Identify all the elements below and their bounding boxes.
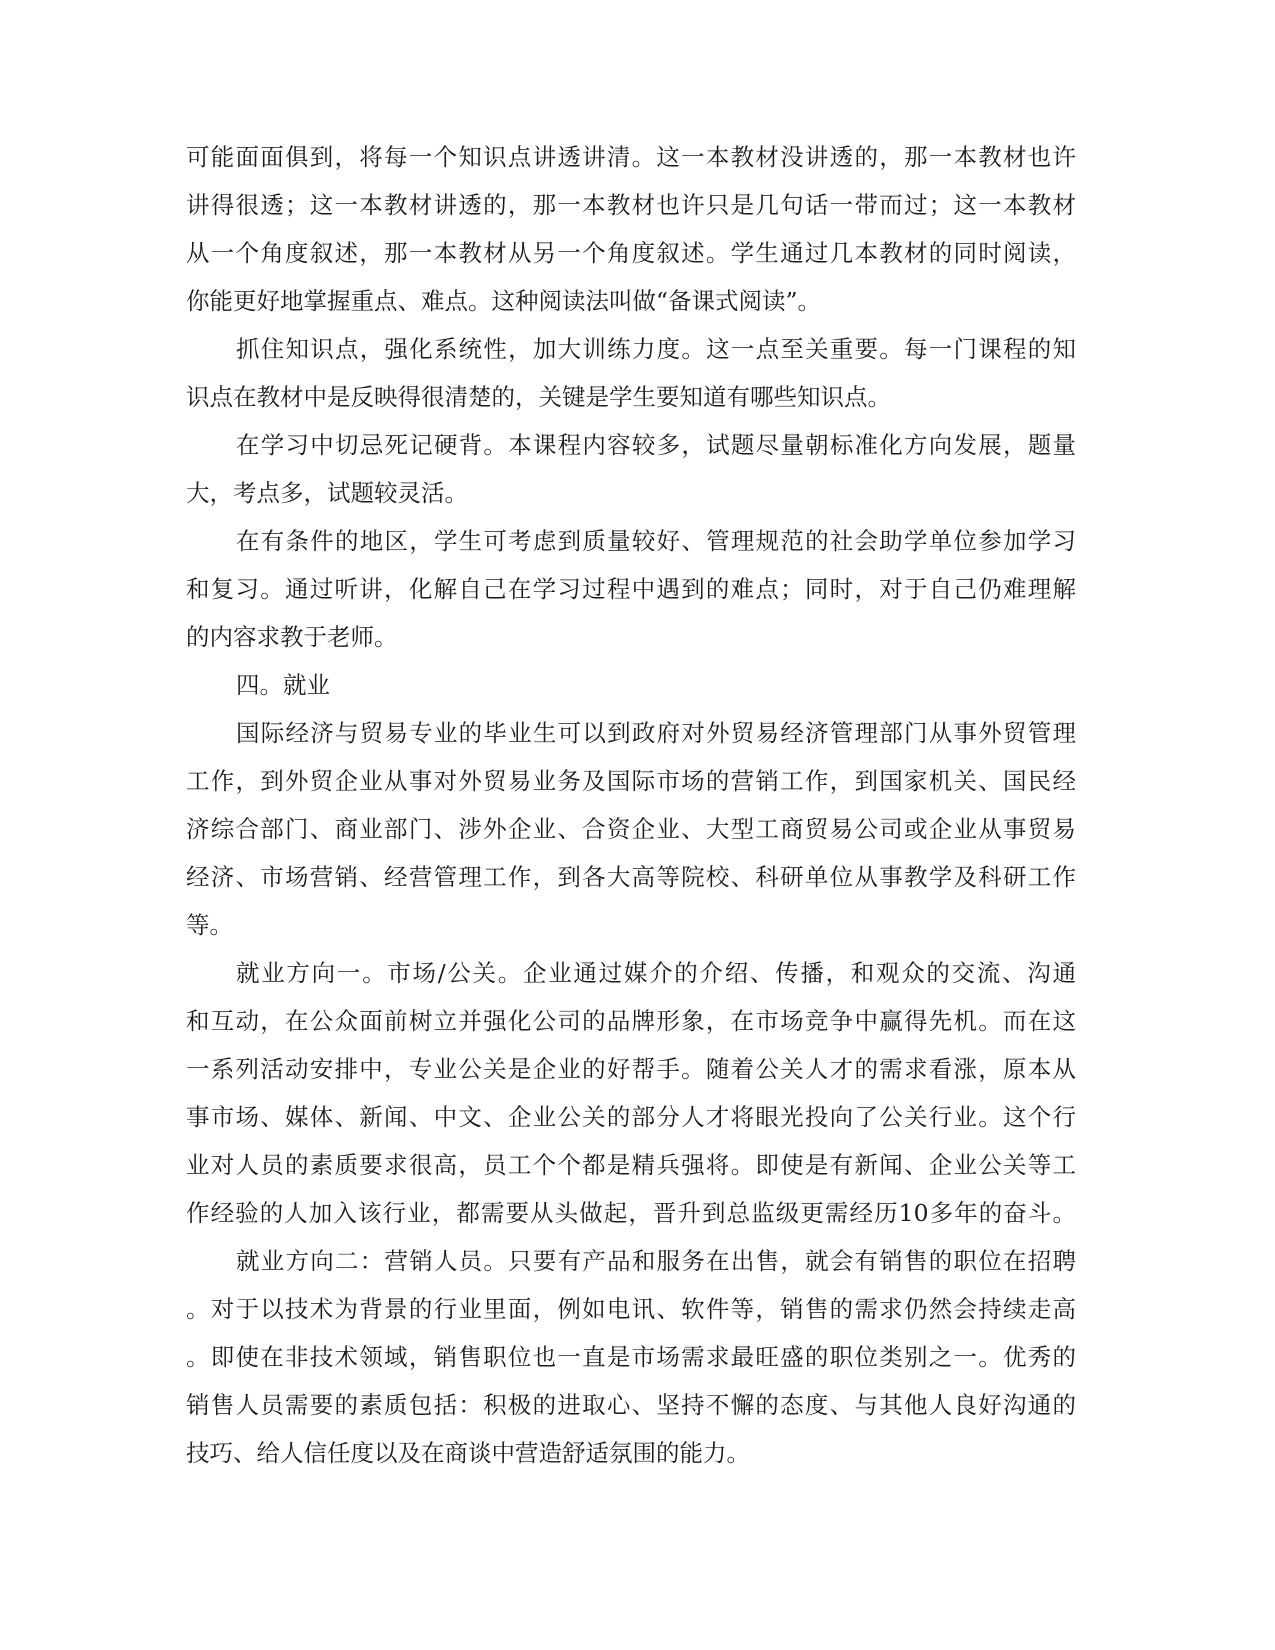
- body-text-line: 和互动，在公众面前树立并强化公司的品牌形象，在市场竞争中赢得先机。而在这: [186, 1007, 1076, 1035]
- body-text-line: 工作，到外贸企业从事对外贸易业务及国际市场的营销工作，到国家机关、国民经: [186, 767, 1076, 795]
- section-heading: 四。就业: [236, 671, 330, 699]
- body-text-line: 事市场、媒体、新闻、中文、企业公关的部分人才将眼光投向了公关行业。这个行: [186, 1103, 1076, 1131]
- body-text-line: 等。: [186, 911, 233, 939]
- paragraph-first-line: 国际经济与贸易专业的毕业生可以到政府对外贸易经济管理部门从事外贸管理: [236, 719, 1076, 747]
- body-text-line: 技巧、给人信任度以及在商谈中营造舒适氛围的能力。: [186, 1439, 750, 1467]
- body-text-line: 和复习。通过听讲，化解自己在学习过程中遇到的难点；同时，对于自己仍难理解: [186, 575, 1076, 603]
- body-text-line: 经济、市场营销、经营管理工作，到各大高等院校、科研单位从事教学及科研工作: [186, 863, 1076, 891]
- body-text-line: 济综合部门、商业部门、涉外企业、合资企业、大型工商贸易公司或企业从事贸易: [186, 815, 1076, 843]
- paragraph-first-line: 在有条件的地区，学生可考虑到质量较好、管理规范的社会助学单位参加学习: [236, 527, 1076, 555]
- body-text-line: 讲得很透；这一本教材讲透的，那一本教材也许只是几句话一带而过；这一本教材: [186, 191, 1076, 219]
- body-text-line: 大，考点多，试题较灵活。: [186, 479, 468, 507]
- paragraph-first-line: 在学习中切忌死记硬背。本课程内容较多，试题尽量朝标准化方向发展，题量: [236, 431, 1076, 459]
- body-text-line: 一系列活动安排中，专业公关是企业的好帮手。随着公关人才的需求看涨，原本从: [186, 1055, 1076, 1083]
- body-text-line: 你能更好地掌握重点、难点。这种阅读法叫做“备课式阅读”。: [186, 287, 822, 315]
- body-text-line: 作经验的人加入该行业，都需要从头做起，晋升到总监级更需经历10多年的奋斗。: [186, 1199, 1076, 1227]
- body-text-line: 。对于以技术为背景的行业里面，例如电讯、软件等，销售的需求仍然会持续走高: [186, 1295, 1076, 1323]
- body-text-line: 可能面面俱到，将每一个知识点讲透讲清。这一本教材没讲透的，那一本教材也许: [186, 143, 1076, 171]
- body-text-line: 从一个角度叙述，那一本教材从另一个角度叙述。学生通过几本教材的同时阅读，: [186, 239, 1076, 267]
- body-text-line: 业对人员的素质要求很高，员工个个都是精兵强将。即使是有新闻、企业公关等工: [186, 1151, 1076, 1179]
- body-text-line: 识点在教材中是反映得很清楚的，关键是学生要知道有哪些知识点。: [186, 383, 891, 411]
- paragraph-first-line: 就业方向二：营销人员。只要有产品和服务在出售，就会有销售的职位在招聘: [236, 1247, 1076, 1275]
- body-text-line: 。即使在非技术领域，销售职位也一直是市场需求最旺盛的职位类别之一。优秀的: [186, 1343, 1076, 1371]
- body-text-line: 销售人员需要的素质包括：积极的进取心、坚持不懈的态度、与其他人良好沟通的: [186, 1391, 1076, 1419]
- paragraph-first-line: 就业方向一。市场/公关。企业通过媒介的介绍、传播，和观众的交流、沟通: [236, 959, 1076, 987]
- body-text-line: 的内容求教于老师。: [186, 623, 398, 651]
- paragraph-first-line: 抓住知识点，强化系统性，加大训练力度。这一点至关重要。每一门课程的知: [236, 335, 1076, 363]
